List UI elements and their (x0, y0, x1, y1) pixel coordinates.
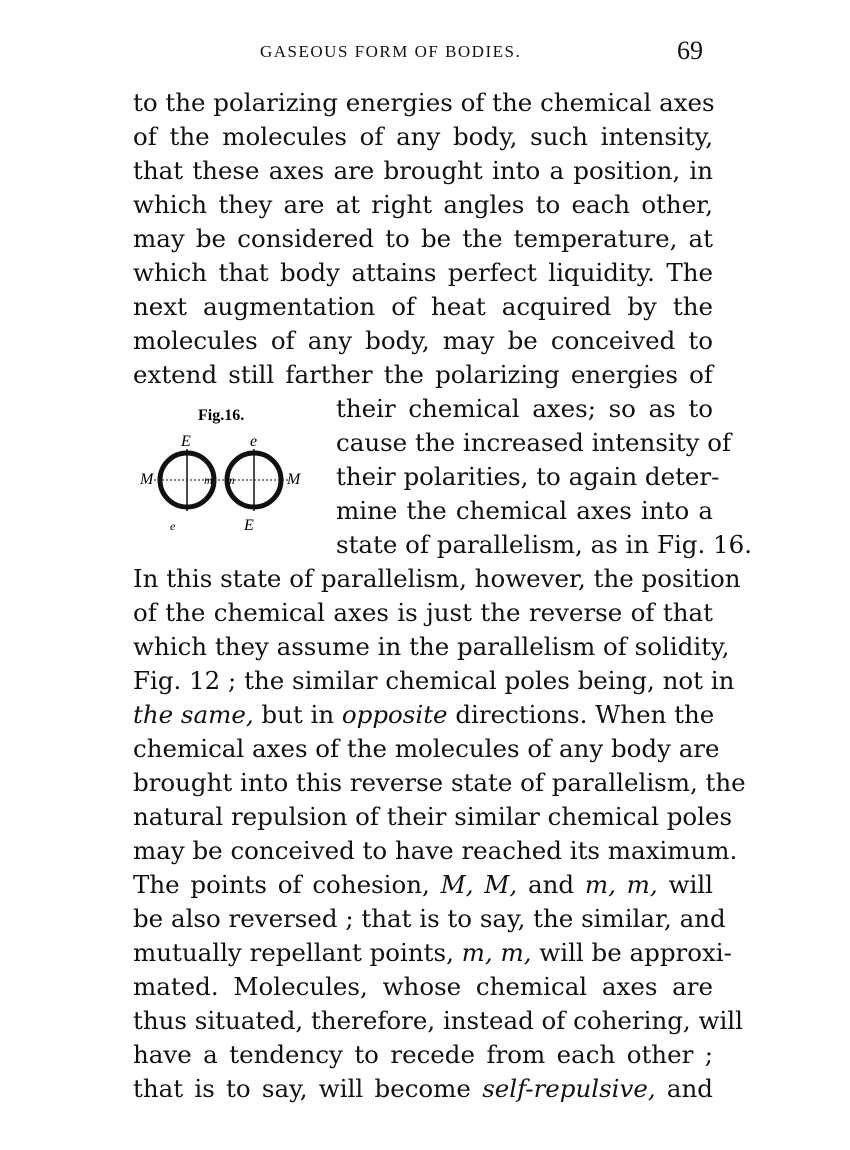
body-line-20: be also reversed ; that is to say, the similar, and (133, 904, 726, 933)
body-line-11: of the chemical axes is just the reverse of that (133, 598, 713, 627)
wrap-line-5: state of parallelism, as in Fig. 16. (336, 530, 753, 559)
body-line-18: may be conceived to have reached its maximum. (133, 836, 738, 865)
italic-self-repulsive: self-repulsive, (482, 1074, 656, 1103)
figure-label-m-center-left: m (204, 473, 213, 487)
body-line-19 (133, 868, 713, 902)
body-line-8: molecules of any body, may be conceived to (133, 326, 713, 355)
body-line-13: Fig. 12 ; the similar chemical poles being, not in (133, 666, 735, 695)
figure-label-e-bottom: e (170, 519, 176, 533)
italic-opposite: opposite (341, 700, 448, 729)
italic-m-m: m, m, (584, 870, 658, 899)
body-line-23: thus situated, therefore, instead of cohering, will (133, 1006, 743, 1035)
body-line-4: which they are at right angles to each other, (133, 190, 713, 219)
running-head: GASEOUS FORM OF BODIES. (260, 42, 522, 61)
italic-m-m-repellant: m, m, (461, 938, 532, 967)
body-line-25 (133, 1072, 713, 1106)
text-directions: directions. When the (447, 700, 715, 729)
figure-caption: Fig.16. (198, 407, 245, 424)
italic-the-same: the same, (133, 700, 254, 729)
body-line-22: mated. Molecules, whose chemical axes are (133, 972, 713, 1001)
text-mutually-repellant: mutually repellant points, (133, 938, 462, 967)
body-line-5: may be considered to be the temperature, at (133, 224, 713, 253)
body-line-12: which they assume in the parallelism of solidity, (133, 632, 730, 661)
figure-label-E-top: E (181, 433, 191, 450)
figure-label-M-left: M (140, 471, 154, 488)
body-line-9: extend still farther the polarizing energies of (133, 360, 713, 389)
figure-label-e-top: e (250, 433, 258, 450)
body-line-24: have a tendency to recede from each other ; (133, 1040, 713, 1069)
wrap-line-2: cause the increased intensity of (336, 428, 732, 457)
text-approxi: will be approxi- (531, 938, 732, 967)
body-line-17: natural repulsion of their similar chemical poles (133, 802, 733, 831)
body-line-3: that these axes are brought into a position, in (133, 156, 713, 185)
text-that-is-to-say: that is to say, will become (133, 1074, 483, 1103)
body-line-10: In this state of parallelism, however, the position (133, 564, 741, 593)
figure-16 (132, 404, 332, 544)
figure-16-diagram (132, 404, 332, 544)
page-number: 69 (677, 36, 703, 65)
wrap-line-1: their chemical axes; so as to (336, 394, 713, 423)
italic-M-M: M, M, (440, 870, 518, 899)
wrap-line-3: their polarities, to again deter- (336, 462, 720, 491)
wrap-line-4: mine the chemical axes into a (336, 496, 713, 525)
body-line-14 (133, 698, 713, 732)
text-and-final: and (655, 1074, 713, 1103)
body-line-16: brought into this reverse state of parallelism, the (133, 768, 746, 797)
text-but-in: but in (253, 700, 342, 729)
body-line-21 (133, 936, 732, 970)
figure-label-E-bottom: E (244, 517, 254, 534)
figure-label-M-right: M (287, 471, 301, 488)
body-line-7: next augmentation of heat acquired by the (133, 292, 713, 321)
body-line-2: of the molecules of any body, such intensity, (133, 122, 713, 151)
text-and: and (517, 870, 585, 899)
text-points-of-cohesion: The points of cohesion, (133, 870, 441, 899)
body-line-6: which that body attains perfect liquidity. The (133, 258, 713, 287)
body-line-1: to the polarizing energies of the chemical axes (133, 88, 715, 117)
body-line-15: chemical axes of the molecules of any body are (133, 734, 720, 763)
figure-label-m-center-right: m (226, 473, 235, 487)
text-will: will (657, 870, 714, 899)
